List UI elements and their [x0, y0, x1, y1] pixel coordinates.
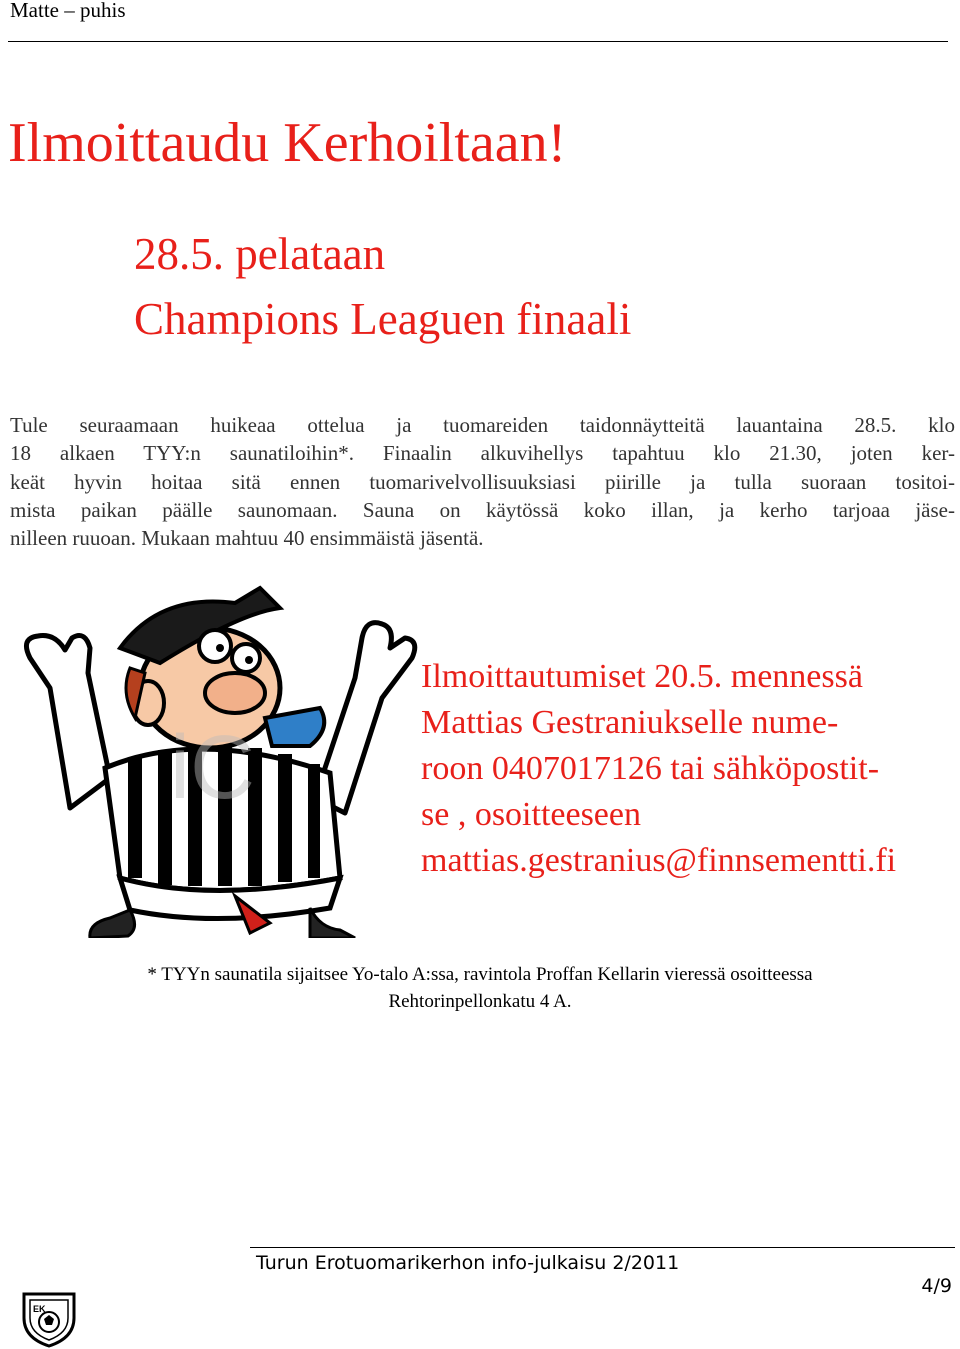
- running-header-title: Matte – puhis: [10, 0, 126, 22]
- contact-line: roon 0407017126 tai sähköpostit-: [421, 750, 880, 787]
- intro-line: 18 alkaen TYY:n saunatiloihin*. Finaalin alkuvihellys tapahtuu klo 21.30, joten ker-: [10, 441, 955, 466]
- contact-line: Mattias Gestraniukselle nume-: [421, 704, 839, 741]
- watermark-text: iC: [170, 718, 255, 818]
- subheading-date-line: 28.5. pelataan: [134, 229, 386, 279]
- intro-line: Tule seuraamaan huikeaa ottelua ja tuomareiden taidonnäytteitä lauantaina 28.5. klo: [10, 413, 955, 437]
- logo-text: EK: [33, 1304, 46, 1314]
- subheading-title-line: Champions Leaguen finaali: [134, 294, 632, 344]
- intro-line: mista paikan päälle saunomaan. Sauna on käytössä koko illan, ja kerho tarjoaa jäse-: [10, 497, 955, 522]
- contact-line: Ilmoittautumiset 20.5. mennessä: [421, 658, 863, 695]
- publication-name: Turun Erotuomarikerhon info-julkaisu 2/2011: [256, 1252, 680, 1274]
- event-subheading: [134, 222, 631, 352]
- page-heading: Ilmoittaudu Kerhoiltaan!: [8, 112, 567, 174]
- referee-cartoon-image: [10, 578, 420, 938]
- footnote: [0, 961, 960, 1015]
- intro-line: keät hyvin hoitaa sitä ennen tuomarivelvollisuuksiasi piirille ja tulla suoraan tositoi-: [10, 469, 955, 494]
- page-number: 4/9: [921, 1275, 952, 1297]
- contact-email: mattias.gestranius@finnsementti.fi: [421, 842, 897, 879]
- footer-divider: [250, 1247, 955, 1248]
- club-logo-icon: [20, 1288, 78, 1348]
- header-divider: [8, 41, 948, 42]
- contact-line: se , osoitteeseen: [421, 796, 641, 833]
- registration-info: [421, 654, 896, 884]
- intro-paragraph: [10, 411, 955, 552]
- intro-line: nilleen ruuoan. Mukaan mahtuu 40 ensimmäistä jäsentä.: [10, 526, 484, 551]
- footnote-line: Rehtorinpellonkatu 4 A.: [388, 991, 572, 1012]
- footnote-line: * TYYn saunatila sijaitsee Yo-talo A:ssa, ravintola Proffan Kellarin vieressä osoitteessa: [147, 964, 813, 985]
